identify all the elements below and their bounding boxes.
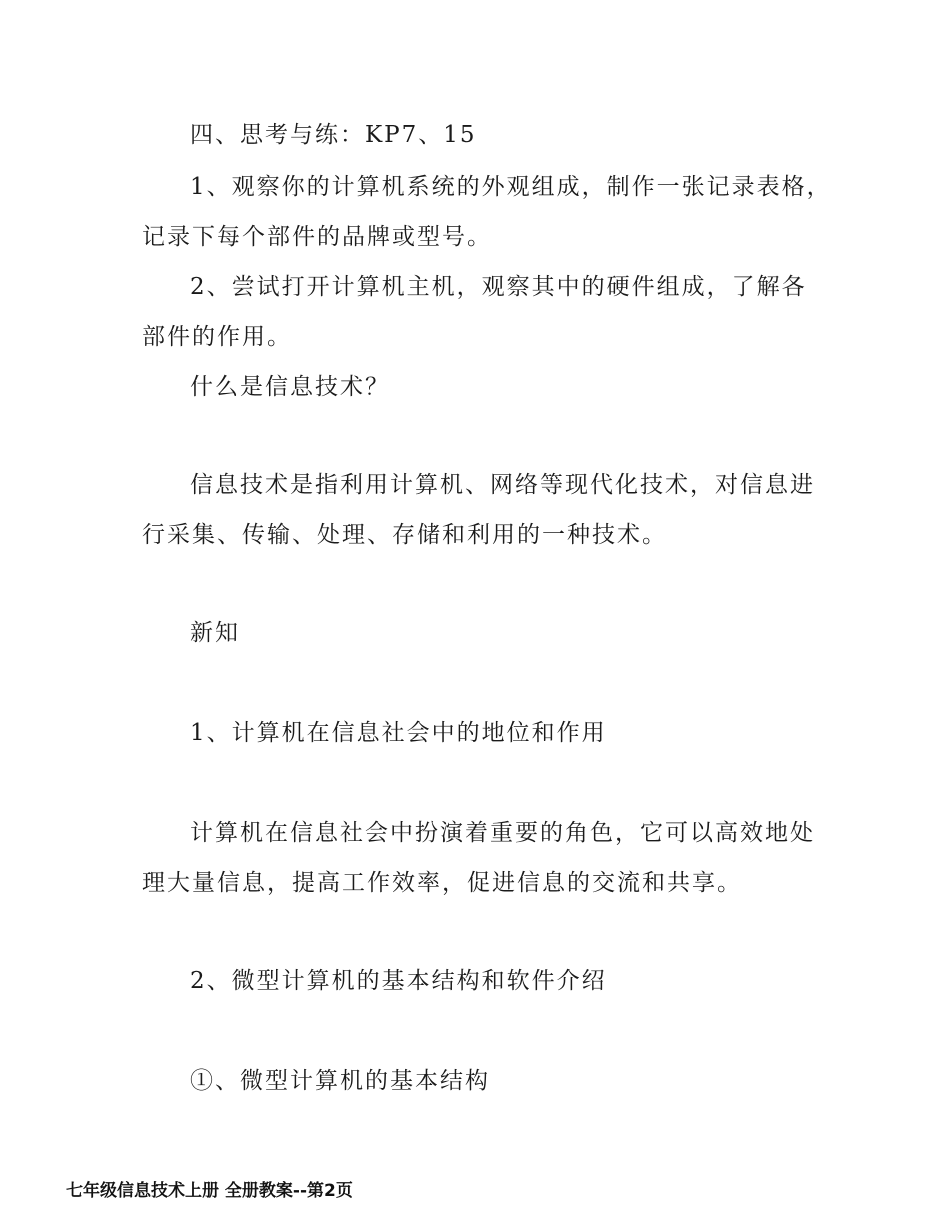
subtopic-1-heading: ①、微型计算机的基本结构 — [190, 1068, 490, 1094]
question-what-is-it: 什么是信息技术？ — [190, 374, 390, 400]
page-footer: 七年级信息技术上册 全册教案--第2页 — [66, 1181, 353, 1201]
exercise-2-line-1: 2、尝试打开计算机主机，观察其中的硬件组成，了解各 — [190, 274, 807, 300]
topic-1-body-line-2: 理大量信息，提高工作效率，促进信息的交流和共享。 — [142, 870, 742, 896]
definition-line-1: 信息技术是指利用计算机、网络等现代化技术，对信息进 — [190, 472, 815, 498]
topic-1-body-line-1: 计算机在信息社会中扮演着重要的角色，它可以高效地处 — [190, 820, 815, 846]
exercise-1-line-2: 记录下每个部件的品牌或型号。 — [142, 224, 492, 250]
topic-1-heading: 1、计算机在信息社会中的地位和作用 — [190, 720, 607, 746]
definition-line-2: 行采集、传输、处理、存储和利用的一种技术。 — [142, 522, 667, 548]
section-heading-new-knowledge: 新知 — [190, 620, 240, 646]
exercise-2-line-2: 部件的作用。 — [142, 324, 292, 350]
topic-2-heading: 2、微型计算机的基本结构和软件介绍 — [190, 968, 607, 994]
exercise-1-line-1: 1、观察你的计算机系统的外观组成，制作一张记录表格， — [190, 174, 832, 200]
section-heading-think-practice: 四、思考与练：KP7、15 — [190, 122, 477, 148]
